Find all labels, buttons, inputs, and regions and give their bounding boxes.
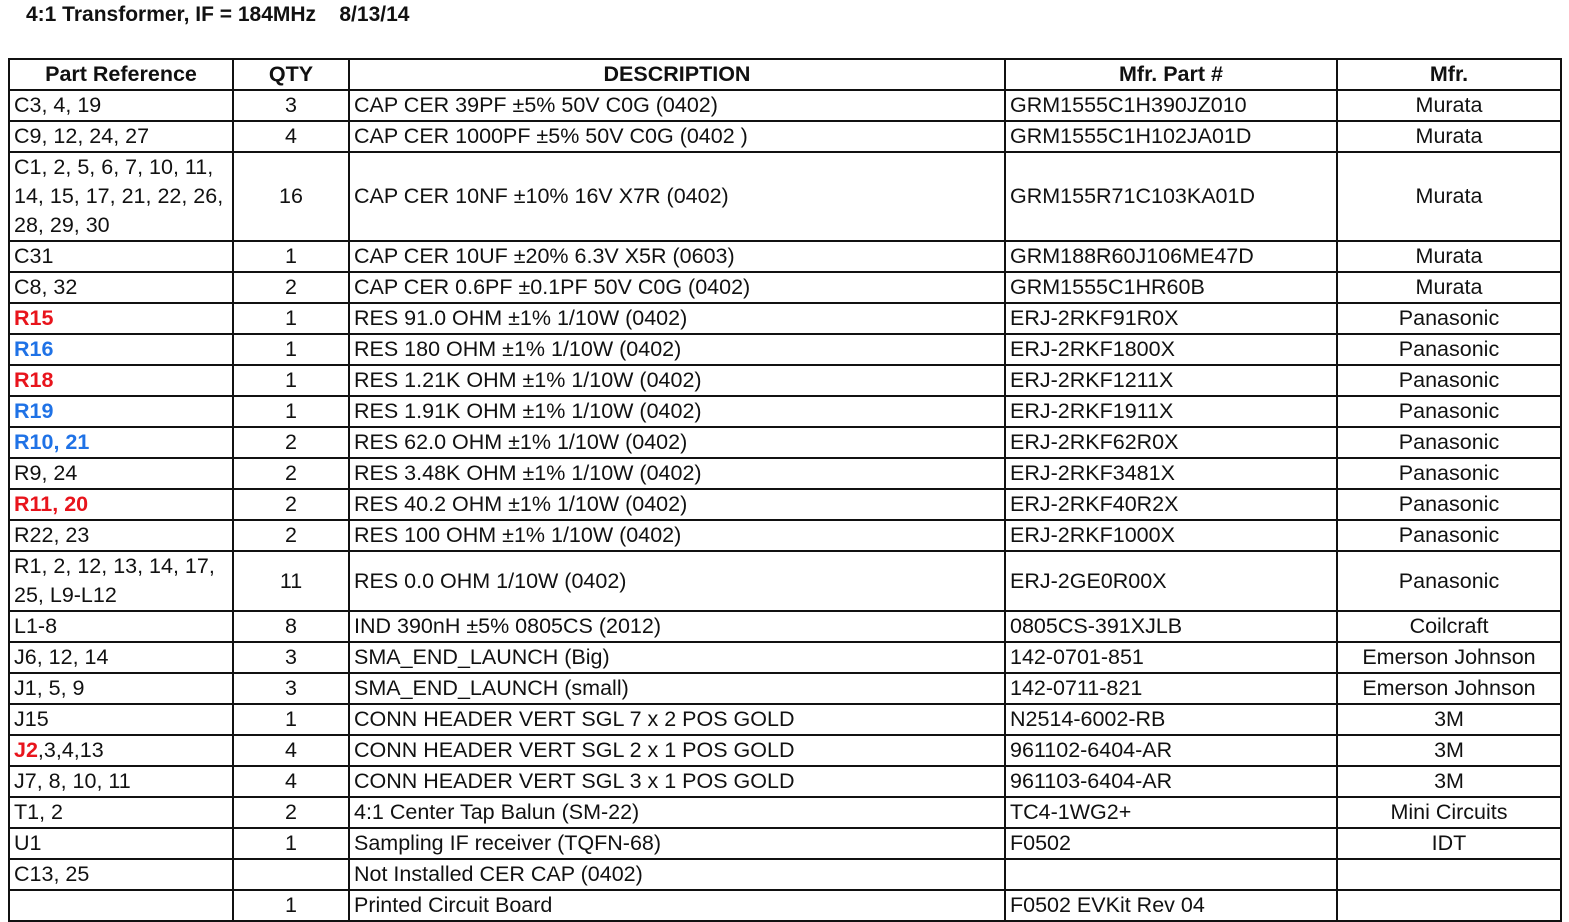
table-row: [9, 427, 1561, 458]
table-row: [9, 365, 1561, 396]
cell-qty: 1: [233, 396, 349, 427]
cell-mfr: IDT: [1337, 828, 1561, 859]
cell-mfr-part: GRM155R71C103KA01D: [1005, 152, 1337, 241]
cell-qty: 2: [233, 797, 349, 828]
cell-mfr: [1337, 859, 1561, 890]
cell-qty: 8: [233, 611, 349, 642]
highlighted-reference: R18: [14, 368, 54, 392]
cell-qty: 2: [233, 272, 349, 303]
table-row: [9, 489, 1561, 520]
highlighted-reference: J2: [14, 738, 38, 762]
table-row: [9, 90, 1561, 121]
cell-qty: 2: [233, 520, 349, 551]
cell-mfr-part: GRM1555C1H390JZ010: [1005, 90, 1337, 121]
cell-mfr: Murata: [1337, 241, 1561, 272]
cell-qty: 1: [233, 334, 349, 365]
cell-description: RES 180 OHM ±1% 1/10W (0402): [349, 334, 1005, 365]
cell-part-reference: [9, 152, 233, 241]
header-part-reference: Part Reference: [9, 59, 233, 90]
cell-mfr: Mini Circuits: [1337, 797, 1561, 828]
cell-description: 4:1 Center Tap Balun (SM-22): [349, 797, 1005, 828]
cell-qty: 4: [233, 735, 349, 766]
cell-part-reference: [9, 365, 233, 396]
reference-text: C13, 25: [14, 862, 90, 886]
cell-description: CONN HEADER VERT SGL 2 x 1 POS GOLD: [349, 735, 1005, 766]
header-description: DESCRIPTION: [349, 59, 1005, 90]
table-row: [9, 241, 1561, 272]
table-row: [9, 797, 1561, 828]
reference-text: J7, 8, 10, 11: [14, 769, 131, 793]
cell-part-reference: [9, 551, 233, 611]
cell-qty: 3: [233, 90, 349, 121]
cell-mfr-part: ERJ-2RKF3481X: [1005, 458, 1337, 489]
cell-mfr-part: ERJ-2RKF1911X: [1005, 396, 1337, 427]
table-row: [9, 121, 1561, 152]
cell-qty: 4: [233, 766, 349, 797]
cell-part-reference: [9, 241, 233, 272]
cell-mfr: Panasonic: [1337, 396, 1561, 427]
cell-qty: 1: [233, 828, 349, 859]
cell-mfr: Panasonic: [1337, 427, 1561, 458]
cell-qty: 3: [233, 673, 349, 704]
cell-qty: 3: [233, 642, 349, 673]
cell-description: CONN HEADER VERT SGL 3 x 1 POS GOLD: [349, 766, 1005, 797]
cell-part-reference: [9, 90, 233, 121]
cell-part-reference: [9, 673, 233, 704]
cell-mfr-part: 0805CS-391XJLB: [1005, 611, 1337, 642]
cell-description: CAP CER 0.6PF ±0.1PF 50V C0G (0402): [349, 272, 1005, 303]
cell-part-reference: [9, 766, 233, 797]
reference-text: J15: [14, 707, 49, 731]
cell-part-reference: [9, 735, 233, 766]
cell-mfr-part: 961103-6404-AR: [1005, 766, 1337, 797]
table-header-row: [9, 59, 1561, 90]
highlighted-reference: R16: [14, 337, 54, 361]
cell-description: CAP CER 1000PF ±5% 50V C0G (0402 ): [349, 121, 1005, 152]
highlighted-reference: R15: [14, 306, 54, 330]
cell-description: RES 0.0 OHM 1/10W (0402): [349, 551, 1005, 611]
cell-mfr: Panasonic: [1337, 303, 1561, 334]
header-qty: QTY: [233, 59, 349, 90]
table-row: [9, 303, 1561, 334]
cell-mfr-part: ERJ-2RKF62R0X: [1005, 427, 1337, 458]
cell-description: CAP CER 10NF ±10% 16V X7R (0402): [349, 152, 1005, 241]
cell-part-reference: [9, 642, 233, 673]
cell-mfr: 3M: [1337, 766, 1561, 797]
cell-mfr: Murata: [1337, 121, 1561, 152]
table-row: [9, 611, 1561, 642]
cell-mfr: Panasonic: [1337, 520, 1561, 551]
cell-description: IND 390nH ±5% 0805CS (2012): [349, 611, 1005, 642]
cell-mfr-part: 142-0701-851: [1005, 642, 1337, 673]
cell-qty: 2: [233, 427, 349, 458]
cell-qty: 1: [233, 890, 349, 921]
cell-part-reference: [9, 303, 233, 334]
cell-part-reference: [9, 704, 233, 735]
cell-mfr: Panasonic: [1337, 365, 1561, 396]
highlighted-reference: R10, 21: [14, 430, 90, 454]
cell-qty: 11: [233, 551, 349, 611]
cell-qty: 1: [233, 303, 349, 334]
reference-text: C9, 12, 24, 27: [14, 124, 150, 148]
cell-mfr-part: GRM188R60J106ME47D: [1005, 241, 1337, 272]
reference-text: U1: [14, 831, 42, 855]
header-mfr: Mfr.: [1337, 59, 1561, 90]
cell-description: CAP CER 39PF ±5% 50V C0G (0402): [349, 90, 1005, 121]
reference-text: L1-8: [14, 614, 58, 638]
cell-description: Sampling IF receiver (TQFN-68): [349, 828, 1005, 859]
cell-mfr-part: 142-0711-821: [1005, 673, 1337, 704]
cell-description: RES 62.0 OHM ±1% 1/10W (0402): [349, 427, 1005, 458]
reference-text: C31: [14, 244, 54, 268]
cell-mfr-part: F0502 EVKit Rev 04: [1005, 890, 1337, 921]
cell-mfr: Panasonic: [1337, 334, 1561, 365]
table-row: [9, 704, 1561, 735]
table-row: [9, 272, 1561, 303]
cell-qty: 1: [233, 365, 349, 396]
cell-part-reference: [9, 396, 233, 427]
cell-mfr: [1337, 890, 1561, 921]
table-row: [9, 396, 1561, 427]
table-row: [9, 334, 1561, 365]
cell-qty: 2: [233, 458, 349, 489]
cell-description: RES 3.48K OHM ±1% 1/10W (0402): [349, 458, 1005, 489]
cell-part-reference: [9, 427, 233, 458]
cell-part-reference: [9, 489, 233, 520]
cell-qty: 1: [233, 241, 349, 272]
table-row: [9, 642, 1561, 673]
cell-mfr-part: ERJ-2RKF1000X: [1005, 520, 1337, 551]
cell-mfr: Panasonic: [1337, 551, 1561, 611]
table-row: [9, 458, 1561, 489]
table-row: [9, 766, 1561, 797]
cell-mfr: Panasonic: [1337, 489, 1561, 520]
cell-mfr-part: ERJ-2RKF1800X: [1005, 334, 1337, 365]
reference-text: T1, 2: [14, 800, 63, 824]
cell-mfr: Coilcraft: [1337, 611, 1561, 642]
cell-part-reference: [9, 121, 233, 152]
cell-qty: [233, 859, 349, 890]
cell-mfr-part: GRM1555C1H102JA01D: [1005, 121, 1337, 152]
table-row: [9, 859, 1561, 890]
table-row: [9, 152, 1561, 241]
cell-part-reference: [9, 797, 233, 828]
table-row: [9, 828, 1561, 859]
reference-text: R1, 2, 12, 13, 14, 17, 25, L9-L12: [14, 554, 215, 607]
highlighted-reference: R19: [14, 399, 54, 423]
cell-description: RES 1.21K OHM ±1% 1/10W (0402): [349, 365, 1005, 396]
cell-part-reference: [9, 520, 233, 551]
cell-qty: 2: [233, 489, 349, 520]
cell-mfr: 3M: [1337, 704, 1561, 735]
cell-mfr-part: TC4-1WG2+: [1005, 797, 1337, 828]
table-row: [9, 551, 1561, 611]
highlighted-reference: R11, 20: [14, 492, 89, 516]
cell-mfr-part: N2514-6002-RB: [1005, 704, 1337, 735]
cell-description: SMA_END_LAUNCH (small): [349, 673, 1005, 704]
cell-description: RES 40.2 OHM ±1% 1/10W (0402): [349, 489, 1005, 520]
cell-mfr: Murata: [1337, 152, 1561, 241]
cell-description: SMA_END_LAUNCH (Big): [349, 642, 1005, 673]
cell-mfr-part: ERJ-2RKF40R2X: [1005, 489, 1337, 520]
cell-description: RES 91.0 OHM ±1% 1/10W (0402): [349, 303, 1005, 334]
cell-qty: 4: [233, 121, 349, 152]
cell-description: Printed Circuit Board: [349, 890, 1005, 921]
cell-part-reference: [9, 828, 233, 859]
cell-mfr: Emerson Johnson: [1337, 673, 1561, 704]
reference-text: ,3,4,13: [37, 738, 104, 762]
cell-qty: 1: [233, 704, 349, 735]
cell-part-reference: [9, 890, 233, 921]
reference-text: C3, 4, 19: [14, 93, 102, 117]
cell-mfr-part: ERJ-2RKF91R0X: [1005, 303, 1337, 334]
table-row: [9, 673, 1561, 704]
cell-qty: 16: [233, 152, 349, 241]
cell-description: RES 100 OHM ±1% 1/10W (0402): [349, 520, 1005, 551]
cell-mfr-part: [1005, 859, 1337, 890]
reference-text: J1, 5, 9: [14, 676, 85, 700]
table-row: [9, 890, 1561, 921]
cell-part-reference: [9, 859, 233, 890]
reference-text: C1, 2, 5, 6, 7, 10, 11, 14, 15, 17, 21, 22, 26, 28, 29, 30: [14, 155, 224, 237]
header-mfr-part: Mfr. Part #: [1005, 59, 1337, 90]
cell-mfr: Murata: [1337, 90, 1561, 121]
cell-part-reference: [9, 272, 233, 303]
cell-mfr-part: ERJ-2RKF1211X: [1005, 365, 1337, 396]
cell-mfr: Emerson Johnson: [1337, 642, 1561, 673]
cell-mfr: 3M: [1337, 735, 1561, 766]
cell-mfr-part: 961102-6404-AR: [1005, 735, 1337, 766]
bom-table: [8, 58, 1562, 922]
cell-description: Not Installed CER CAP (0402): [349, 859, 1005, 890]
cell-mfr-part: F0502: [1005, 828, 1337, 859]
cell-description: RES 1.91K OHM ±1% 1/10W (0402): [349, 396, 1005, 427]
cell-description: CAP CER 10UF ±20% 6.3V X5R (0603): [349, 241, 1005, 272]
document-title: 4:1 Transformer, IF = 184MHz 8/13/14: [26, 3, 410, 26]
cell-mfr-part: GRM1555C1HR60B: [1005, 272, 1337, 303]
table-row: [9, 735, 1561, 766]
cell-part-reference: [9, 611, 233, 642]
table-row: [9, 520, 1561, 551]
cell-part-reference: [9, 458, 233, 489]
cell-mfr: Panasonic: [1337, 458, 1561, 489]
reference-text: R9, 24: [14, 461, 78, 485]
reference-text: R22, 23: [14, 523, 90, 547]
cell-part-reference: [9, 334, 233, 365]
cell-description: CONN HEADER VERT SGL 7 x 2 POS GOLD: [349, 704, 1005, 735]
reference-text: J6, 12, 14: [14, 645, 109, 669]
cell-mfr-part: ERJ-2GE0R00X: [1005, 551, 1337, 611]
reference-text: C8, 32: [14, 275, 78, 299]
cell-mfr: Murata: [1337, 272, 1561, 303]
